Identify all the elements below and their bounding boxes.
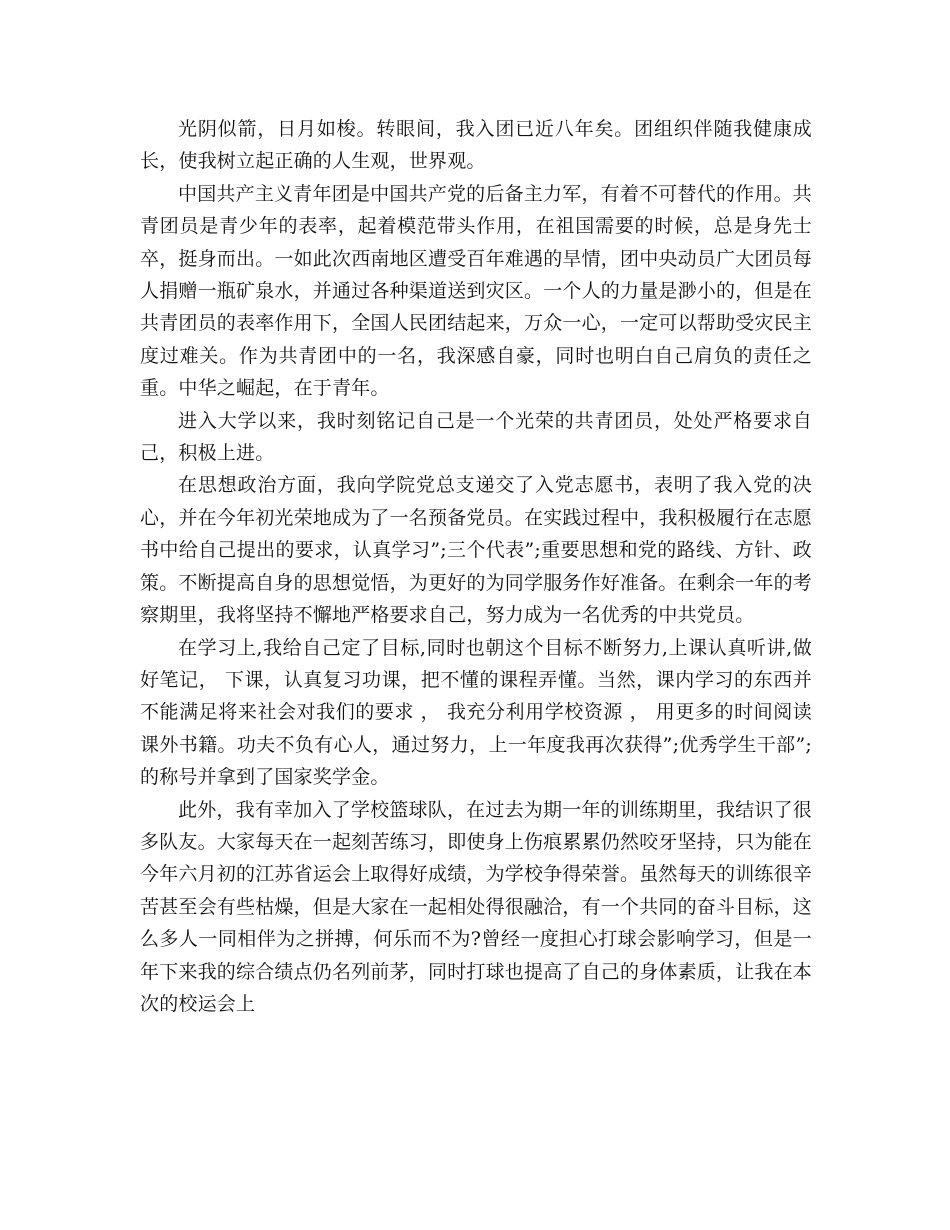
document-body [140, 113, 812, 1020]
paragraph: 光阴似箭，日月如梭。转眼间，我入团已近八年矣。团组织伴随我健康成长，使我树立起正确的人生观，世界观。 [140, 118, 812, 173]
paragraph: 在学习上,我给自己定了目标,同时也朝这个目标不断努力,上课认真听讲,做好笔记， 下课，认真复习功课，把不懂的课程弄懂。当然，课内学习的东西并不能满足将来社会对我们的要求 ， 我充分利用学校资源 ， 用更多的时间阅读课外书籍。功夫不负有心人，通过努力，上一年度我再次获得”;优秀学生干部”;的称号并拿到了国家奖学金。 [140, 636, 812, 789]
paragraph: 中国共产主义青年团是中国共产党的后备主力军，有着不可替代的作用。共青团员是青少年的表率，起着模范带头作用，在祖国需要的时候，总是身先士卒，挺身而出。一如此次西南地区遭受百年难遇的旱情，团中央动员广大团员每人捐赠一瓶矿泉水，并通过各种渠道送到灾区。一个人的力量是渺小的，但是在共青团员的表率作用下，全国人民团结起来，万众一心，一定可以帮助受灾民主度过难关。作为共青团中的一名，我深感自豪，同时也明白自己肩负的责任之重。中华之崛起，在于青年。 [140, 182, 813, 400]
paragraph: 进入大学以来，我时刻铭记自己是一个光荣的共青团员，处处严格要求自己，积极上进。 [140, 409, 812, 465]
paragraph: 此外，我有幸加入了学校篮球队，在过去为期一年的训练期里，我结识了很多队友。大家每天在一起刻苦练习，即使身上伤痕累累仍然咬牙坚持，只为能在今年六月初的江苏省运会上取得好成绩，为学校争得荣誉。虽然每天的训练很辛苦甚至会有些枯燥，但是大家在一起相处得很融洽，有一个共同的奋斗目标，这么多人一同相伴为之拼搏，何乐而不为?曾经一度担心打球会影响学习，但是一年下来我的综合绩点仍名列前茅，同时打球也提高了自己的身体素质，让我在本次的校运会上 [140, 798, 813, 1015]
paragraph: 在思想政治方面，我向学院党总支递交了入党志愿书，表明了我入党的决心，并在今年初光荣地成为了一名预备党员。在实践过程中，我积极履行在志愿书中给自己提出的要求，认真学习”;三个代表”;重要思想和党的路线、方针、政策。不断提高自身的思想觉悟，为更好的为同学服务作好准备。在剩余一年的考察期里，我将坚持不懈地严格要求自己，努力成为一名优秀的中共党员。 [140, 474, 813, 627]
